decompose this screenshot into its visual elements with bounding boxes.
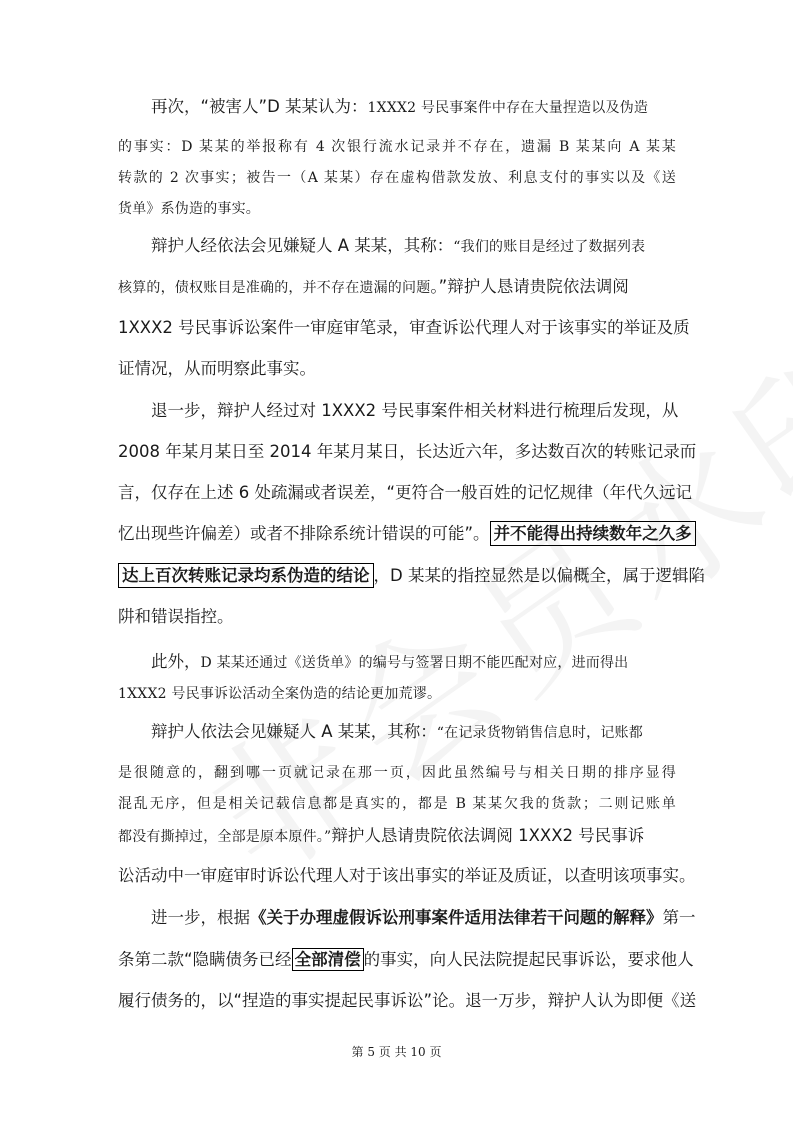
text-line bbox=[118, 277, 676, 298]
text-line: 2008 年某月某日至 2014 年某月某日，长达近六年，多达数百次的转账记录而 bbox=[118, 442, 697, 461]
text-segment: 的事实，向人民法院提起民事诉讼，要求他人 bbox=[363, 950, 694, 969]
text-segment: 都没有撕掉过，全部是原本原件。” bbox=[118, 829, 332, 845]
text-line: 1XXX2 号民事诉讼活动全案伪造的结论更加荒谬。 bbox=[118, 686, 442, 702]
highlighted-conclusion: 并不能得出持续数年之久多 bbox=[490, 521, 696, 546]
text-line bbox=[118, 826, 676, 847]
text-line: 混乱无序，但是相关记载信息都是真实的，都是 B 某某欠我的货款；二则记账单 bbox=[118, 796, 676, 812]
text-line bbox=[151, 236, 676, 257]
text-line: 货单》系伪造的事实。 bbox=[118, 201, 260, 217]
highlighted-term: 全部清偿 bbox=[292, 948, 364, 971]
text-segment: 辩护人恳请贵院依法调阅 1XXX2 号民事诉 bbox=[331, 826, 645, 845]
law-title: 《关于办理虚假诉讼刑事案件适用法律若干问题的解释》 bbox=[250, 908, 663, 927]
text-line bbox=[118, 566, 705, 586]
text-line bbox=[151, 652, 676, 673]
text-segment: 辩护人依法会见嫌疑人 A 某某，其称： bbox=[151, 722, 437, 741]
text-line: 转款的 2 次事实；被告一（A 某某）存在虚构借款发放、利息支付的事实以及《送 bbox=[118, 170, 676, 186]
text-line bbox=[118, 950, 694, 970]
text-segment: 核算的，债权账目是准确的，并不存在遗漏的问题 bbox=[118, 280, 431, 296]
text-line: 阱和错误指控。 bbox=[118, 607, 234, 626]
text-line: 讼活动中一审庭审时诉讼代理人对于该出事实的举证及质证，以查明该项事实。 bbox=[118, 866, 696, 885]
text-line: 言，仅存在上述 6 处疏漏或者误差，“更符合一般百姓的记忆规律（年代久远记 bbox=[118, 483, 693, 502]
text-segment: 此外， bbox=[151, 652, 201, 671]
text-line: 证情况，从而明察此事实。 bbox=[118, 359, 316, 378]
text-segment: ，D 某某的指控显然是以偏概全，属于逻辑陷 bbox=[373, 566, 705, 585]
text-segment: “在记录货物销售信息时，记账都 bbox=[436, 725, 643, 741]
text-segment: 再次，“被害人”D 某某认为： bbox=[151, 97, 368, 116]
text-line: 履行债务的，以“捏造的事实提起民事诉讼”论。退一万步，辩护人认为即便《送 bbox=[118, 991, 697, 1010]
text-segment: D 某某还通过《送货单》的编号与签署日期不能匹配对应，进而得出 bbox=[200, 655, 629, 671]
text-line: 是很随意的，翻到哪一页就记录在那一页，因此虽然编号与相关日期的排序显得 bbox=[118, 765, 676, 781]
text-line bbox=[151, 97, 676, 118]
text-line: 的事实：D 某某的举报称有 4 次银行流水记录并不存在，遗漏 B 某某向 A 某某 bbox=[118, 139, 676, 155]
text-line: 1XXX2 号民事诉讼案件一审庭审笔录，审查诉讼代理人对于该事实的举证及质 bbox=[118, 318, 690, 337]
text-segment: 进一步，根据 bbox=[151, 908, 250, 927]
text-segment: 忆出现些许偏差）或者不排除系统计错误的可能”。 bbox=[118, 524, 490, 543]
text-line bbox=[151, 908, 696, 928]
text-line bbox=[118, 524, 692, 544]
highlighted-conclusion: 达上百次转账记录均系伪造的结论 bbox=[118, 563, 374, 588]
text-segment: “我们的账目是经过了数据列表 bbox=[453, 239, 646, 255]
text-line bbox=[151, 722, 676, 743]
text-segment: 条第二款“隐瞒债务已经 bbox=[118, 950, 292, 969]
page-footer: 第 5 页 共 10 页 bbox=[351, 1045, 442, 1059]
text-segment: 。”辩护人恳请贵院依法调阅 bbox=[430, 277, 629, 296]
text-line: 退一步，辩护人经过对 1XXX2 号民事案件相关材料进行梳理后发现，从 bbox=[151, 401, 679, 420]
text-segment: 辩护人经依法会见嫌疑人 A 某某，其称： bbox=[151, 236, 454, 255]
text-segment: 1XXX2 号民事案件中存在大量捏造以及伪造 bbox=[367, 100, 649, 116]
text-segment: 第一 bbox=[662, 908, 696, 927]
